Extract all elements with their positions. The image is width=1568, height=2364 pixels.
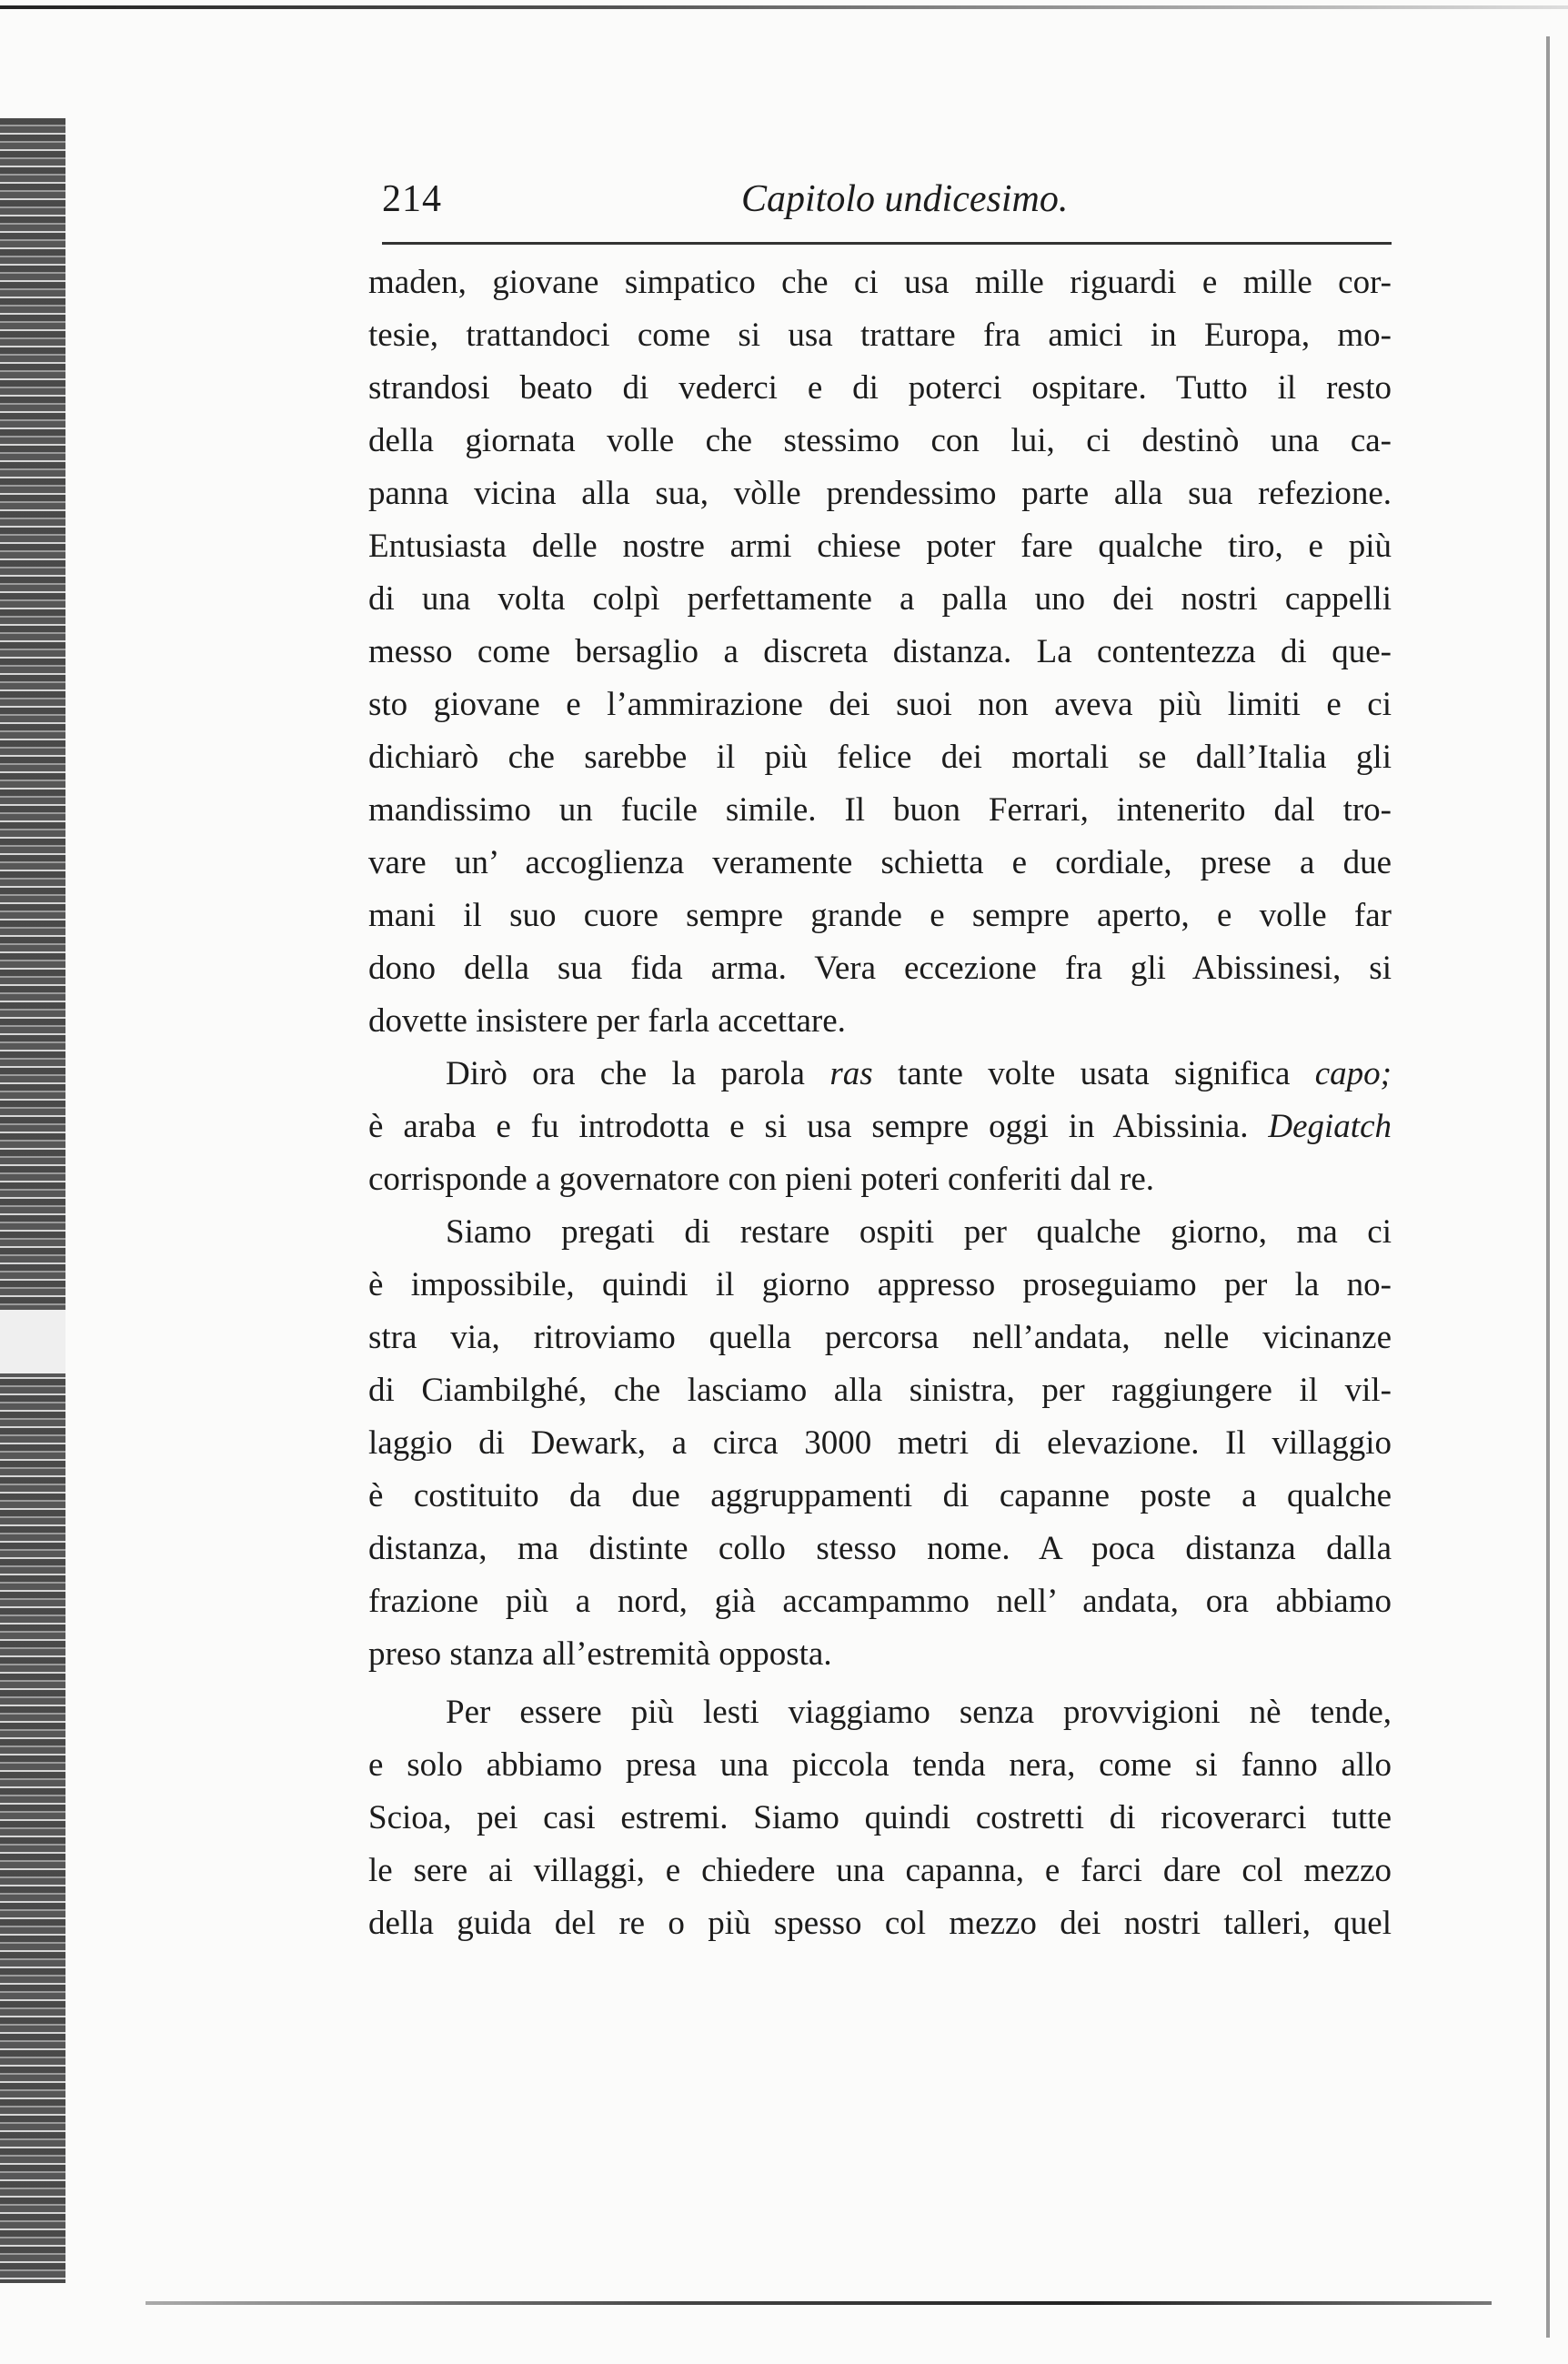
text-line: di una volta colpì perfettamente a palla uno dei nostri cappelli <box>368 580 1392 618</box>
text-line: distanza, ma distinte collo stesso nome. A poca distanza dalla <box>368 1530 1392 1567</box>
body-text <box>368 257 1392 1950</box>
page-right-edge <box>1546 36 1550 2338</box>
text-line: strandosi beato di vederci e di poterci ospitare. Tutto il resto <box>368 369 1392 407</box>
text-line: e solo abbiamo presa una piccola tenda nera, come si fanno allo <box>368 1746 1392 1784</box>
text-line: sto giovane e l’ammirazione dei suoi non aveva più limiti e ci <box>368 686 1392 723</box>
paragraph-4 <box>368 1686 1392 1950</box>
text-line <box>368 1048 1392 1101</box>
text-line: Per essere più lesti viaggiamo senza provvigioni nè tende, <box>446 1694 1392 1731</box>
text-line: messo come bersaglio a discreta distanza. La contentezza di que- <box>368 633 1392 670</box>
page-top-edge <box>0 5 1568 9</box>
text-line: mandissimo un fucile simile. Il buon Ferrari, intenerito dal tro- <box>368 791 1392 829</box>
book-binding-edge <box>0 118 65 2283</box>
text-line: frazione più a nord, già accampammo nell’ andata, ora abbiamo <box>368 1583 1392 1620</box>
text-line: Entusiasta delle nostre armi chiese poter fare qualche tiro, e più <box>368 528 1392 565</box>
text-line: le sere ai villaggi, e chiedere una capanna, e farci dare col mezzo <box>368 1852 1392 1889</box>
text-line: di Ciambilghé, che lasciamo alla sinistra, per raggiungere il vil- <box>368 1372 1392 1409</box>
text-run: è araba e fu introdotta e si usa sempre oggi in Abissinia. <box>368 1108 1269 1145</box>
text-line: mani il suo cuore sempre grande e sempre aperto, e volle far <box>368 897 1392 934</box>
text-line: maden, giovane simpatico che ci usa mille riguardi e mille cor- <box>368 264 1392 301</box>
binding-gap <box>0 1310 65 1373</box>
text-line: vare un’ accoglienza veramente schietta e cordiale, prese a due <box>368 844 1392 881</box>
italic-term-capo: capo; <box>1314 1055 1392 1092</box>
header-rule <box>382 242 1392 245</box>
text-line: dovette insistere per farla accettare. <box>368 1002 846 1040</box>
text-line: Siamo pregati di restare ospiti per qualche giorno, ma ci <box>446 1213 1392 1251</box>
italic-term-ras: ras <box>829 1055 873 1092</box>
running-title: Capitolo undicesimo. <box>741 178 1069 220</box>
text-line: è costituito da due aggruppamenti di capanne poste a qualche <box>368 1477 1392 1514</box>
text-line: corrisponde a governatore con pieni poteri conferiti dal re. <box>368 1161 1155 1198</box>
text-line: Scioa, pei casi estremi. Siamo quindi costretti di ricoverarci tutte <box>368 1799 1392 1836</box>
paragraph-3 <box>368 1206 1392 1681</box>
text-line: della giornata volle che stessimo con lui, ci destinò una ca- <box>368 422 1392 459</box>
paragraph-1 <box>368 257 1392 1048</box>
text-line <box>368 1101 1392 1153</box>
text-run: tante volte usata significa <box>872 1055 1315 1092</box>
text-line: tesie, trattandoci come si usa trattare fra amici in Europa, mo- <box>368 317 1392 354</box>
text-line: panna vicina alla sua, vòlle prendessimo parte alla sua refezione. <box>368 475 1392 512</box>
italic-term-degiatch: Degiatch <box>1268 1108 1392 1145</box>
text-line: della guida del re o più spesso col mezzo dei nostri talleri, quel <box>368 1905 1392 1942</box>
text-run: Dirò ora che la parola <box>446 1055 830 1092</box>
text-line: preso stanza all’estremità opposta. <box>368 1635 832 1673</box>
text-line: dono della sua fida arma. Vera eccezione fra gli Abissinesi, si <box>368 950 1392 987</box>
text-line: dichiarò che sarebbe il più felice dei mortali se dall’Italia gli <box>368 739 1392 776</box>
text-line: laggio di Dewark, a circa 3000 metri di elevazione. Il villaggio <box>368 1424 1392 1462</box>
page-bottom-edge <box>146 2301 1492 2305</box>
page-header <box>382 177 1392 232</box>
text-line: è impossibile, quindi il giorno appresso proseguiamo per la no- <box>368 1266 1392 1303</box>
paragraph-2 <box>368 1048 1392 1206</box>
text-line: stra via, ritroviamo quella percorsa nell’andata, nelle vicinanze <box>368 1319 1392 1356</box>
page-number: 214 <box>382 178 442 220</box>
